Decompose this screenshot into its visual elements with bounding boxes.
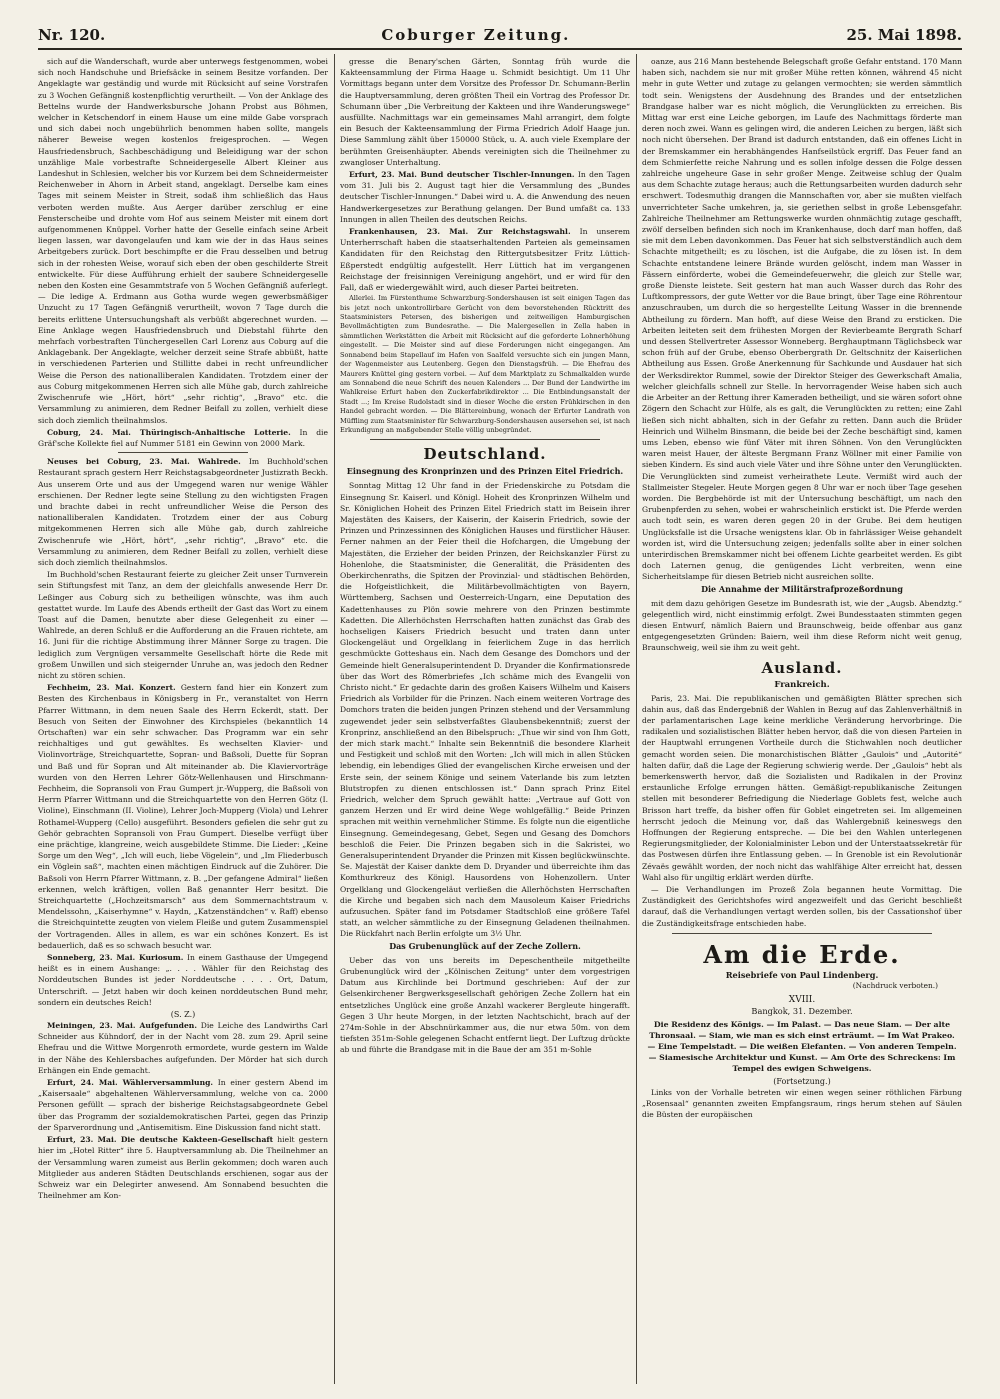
article-text: In unserem Unterherrschaft haben die staatserhaltenden Parteien als gemeinsamen Kandidaten für den Reichstag den Rittergutsbesitzer Fritz Lüttich-Eßperstedt endgültig aufgestellt. Herr Lüttich hat im vergangenen Reichstage der freisinnigen Vereinigung angehört, und er wird für den Fall, daß er wiedergewählt wird, auch dieser Partei beitreten.	[340, 227, 630, 293]
article-paragraph	[38, 952, 328, 1008]
article-headline: Coburg, 24. Mai. Thüringisch-Anhaltische Lotterie.	[47, 427, 291, 437]
article-text: In die Gräf'sche Kollekte fiel auf Nummer 5181 ein Gewinn von 2000 Mark.	[38, 427, 328, 448]
article-paragraph: Ueber das von uns bereits im Depeschentheile mitgetheilte Grubenunglück wird der „Kölnischen Zeitung“ unter dem vorgestrigen Datum aus Kirchlinde bei Dortmund geschrieben: Auf der zur Gelsenkirchener Bergwerksgesellschaft gehörigen Zeche Zollern hat ein entsetzliches Unglück eine große Anzahl wackerer Bergleute hingerafft. Gegen 3 Uhr heute Morgen, in der letzten Nachtschicht, brach auf der 274m-Sohle in der Abschnürkammer aus, die nur etwa 50m. von dem tiefsten 351m-Sohle gelegenen Schacht entfernt liegt. Der Luftzug drückte ab und führte die Brandgase mit in die Baue der am 351 m-Sohle	[340, 955, 630, 1055]
article-text: Im Buchhold'schen Restaurant sprach gestern Herr Reichstagsabgeordneter Justizrath Beckh. Aus unserem Orte und aus der Umgegend waren nur wenige Wähler erschienen. Der Redner legte seine Stellung zu den wichtigsten Fragen und brachte dabei in recht unfreundlicher Weise die Person des nationalliberalen Kandidaten. Trotzdem einer der aus Coburg mitgekommenen Herren sich alle Mühe gab, durch zahlreiche Zwischenrufe wie „Hört, hört“, „sehr richtig“, „Bravo“ etc. die Versammlung zu animieren, dem Redner Beifall zu zollen, verhielt diese sich doch ziemlich theilnahmslos.	[38, 457, 328, 567]
section-title: Deutschland.	[423, 445, 547, 464]
article-text: Gestern fand hier ein Konzert zum Besten des Kirchenbaus in Königsberg in Fr., veranstaltet von Herrn Pfarrer Wittmann, in dem neuen Saale des Herrn Eckerdt, statt. Der Besuch von Seiten der Einwohner des Kirchspieles (bekanntlich 14 Ortschaften) war ein sehr schwacher. Das Programm war ein sehr reichhaltiges und gut gewähltes. Es wechselten Klavier- und Violinvorträge, Streichquartette, Sopran- und Baßsoli, Duette für Sopran und Baß und für Sopran und Alt miteinander ab. Die Klaviervorträge wurden von den Herren Lehrer Götz-Wellenhausen und Hirschmann-Fechheim, die Sopransoli von Frau Gumpert jr.-Wupperg, die Baßsoli von Herrn Pfarrer Wittmann und die Streichquartette von den Herren Götz (I. Violine), Einschmann (II. Violine), Lehrer Joch-Mupperg (Viola) und Lehrer Rothamel-Wupperg (Cello) ausgeführt. Besonders gefielen die sehr gut zu Gehör gebrachten Sopransoli von Frau Gumpert. Dieselbe verfügt über eine prächtige, klangreine, weich ausgebildete Stimme. Die Lieder: „Keine Sorge um den Weg“, „Ich will euch, liebe Vögelein“, und „Im Fliederbusch ein Vöglein saß“, machten einen mächtigen Eindruck auf die Zuhörer. Die Baßsoli von Herrn Pfarrer Wittmann, z. B. „Der gefangene Admiral“ ließen erkennen, welch kräftigen, vollen Baß genannter Herr besitzt. Die Streichquartette („Hochzeitsmarsch“ aus dem Sommernachtstraum v. Mendelssohn, „Kaiserhymne“ v. Haydn, „Katzenständchen“ v. Raff) ebenso die Streichquintette zeugten von vielem Fleiße und gutem Zusammenspiel der Vortragenden. Alles in allem, es war ein schönes Konzert. Es ist bedauerlich, daß es so schwach besucht war.	[38, 683, 328, 950]
article-text: Die Leiche des Landwirths Carl Schneider aus Kühndorf, der in der Nacht vom 28. zum 29. April seine Ehefrau und die Wittwe Morgenroth ermordete, wurde gestern im Walde in der Nähe des Kehlersbaches aufgefunden. Der Mörder hat sich durch Erhängen ein Ende gemacht.	[38, 1021, 328, 1075]
chapter-numeral: XVIII.	[788, 994, 816, 1005]
chapter-contents: Die Residenz des Königs. — Im Palast. — Das neue Siam. — Der alte Thronsaal. — Siam, wie man es sich einst erträumt. — Im Wat Prakeo. — Eine Tempelstadt. — Die weißen Elefanten. — Von anderen Tempeln. — Siamesische Architektur und Kunst. — Am Orte des Schreckens: Im Tempel des ewigen Schweigens.	[647, 1019, 957, 1073]
article-headline: Meiningen, 23. Mai. Aufgefunden.	[47, 1021, 197, 1031]
article-paragraph: oanze, aus 216 Mann bestehende Belegschaft große Gefahr entstand. 170 Mann haben sich, nachdem sie nur mit großer Mühe retten können, während 45 nicht mehr in gute Wetter und zutage zu gelangen vermochten; sie werden sämmtlich todt sein. Wenigstens der Ausdehnung des Brandes und der entsetzlichen Brandgase halber war es nicht möglich, die Verunglückten zu erreichen. Bis Mittag war erst eine Leiche geborgen, im Laufe des Nachmittags förderte man deren noch zwei. Wann es gelingen wird, die anderen Leichen zu bergen, läßt sich noch nicht übersehen. Der Brand ist dadurch entstanden, daß ein offenes Licht in der Bremskammer ein herabhängendes Hanfseilstück ergriff. Das Feuer fand an dem Schmierfette reiche Nahrung und es sollen infolge dessen die Folge dessen zahlreiche ungeheure Gase in sehr großer Menge. Zeitweise schlug der Qualm aus dem Schachte zutage heraus; auch die Rettungsarbeiten wurden dadurch sehr erschwert. Todesmuthig drangen die Mannschaften vor, aber sie mußten vielfach unverrichteter Sache umkehren, ja, sie geriethen selbst in große Lebensgefahr. Zahlreiche Theilnehmer am Rettungswerke wurden ohnmächtig zutage geschafft, zwölf derselben befinden sich noch im Krankenhause, doch darf man hoffen, daß sie mit dem Leben davonkommen. Das Feuer hat sich selbstverständlich auch dem Schachte mitgetheilt; es zu löschen, ist die Aufgabe, die zu lösen ist. In dem Schachte entstandene leinere Brände wurden gelöscht, indem man Wasser in Fässern einförderte, wobei die Gemeindefeuerwehr, die gleich zur Stelle war, große Dienste leistete. Seit gestern hat man auch Wasser durch das Rohr des Luftkompressors, der gute Wetter vor die Baue bringt, über Tage eine Röhrentour anzuschrauben, um durch die so hergestellte Leitung Wasser in die brennende Abtheilung zu fördern. Man hofft, auf diese Weise den Brand zu ersticken. Die Arbeiten leiteten seit dem frühesten Morgen der Revierbeamte Bergrath Scharf und dessen Stellvertreter Assessor Wonneberg. Berghauptmann Täglichsbeck war schon früh auf der Grube, ebenso Oberbergrath Dr. Geltschnitz der Kaiserlichen Abtheilung aus Essen. Große Anerkennung für Sachkunde und Ausdauer hat sich der Werksdirektor Rummel, sowie der Direktor Steiger des Gewerkschaft Amalia, welcher gleichfalls schnell zur Stelle. In hervorragender Weise haben sich auch die Arbeiter an der Rettung ihrer Kameraden betheiligt, und sie wären sofort ohne Zögern den Schacht zur Hülfe, als es galt, die Verunglückten zu retten; eine Zahl ließen sich nicht abhalten, sich in der Gefahr zu retten. Dann auch die Brüder Heinrich und Wilhelm Binsmann, die beide bei der Zeche beschäftigt sind, kamen ums Leben, ebenso wie fünf Väter mit ihren Söhnen. Von den Verunglückten waren meist Hauer, der älteste Bergmann Franz Wöllner mit einer Familie von sieben Kindern. Es sind auch viele Väter und ihre Söhne unter den Verunglückten. Die Verunglückten sind zumeist verheirathete Leute. Vermißt wird auch der Stallmeister Stegeler. Heute Morgen gegen 8 Uhr war er noch über Tage gesehen worden. Die Bergbehörde ist mit der Untersuchung beschäftigt, um nach den Grubenpferden zu sehen, wobei er wahrscheinlich erstickt ist. Die Pferde werden auch todt sein, es waren deren gegen 20 in der Grube. Bei dem heutigen Unglücksfalle ist die Ursache wenigstens klar. Ob in fahrlässiger Weise gehandelt worden ist, wird die Untersuchung zeigen; jedenfalls sollte aber in einer solchen unterirdischen Bremskammer nicht bei offenem Lichte gearbeitet werden. Es gibt doch Laternen genug, die genügendes Licht verbreiten, wenn eine Sicherheitslampe für diesen Betrieb nicht ausreichen sollte.	[642, 57, 962, 582]
column-1	[38, 56, 328, 1384]
article-headline: Neuses bei Coburg, 23. Mai. Wahlrede.	[47, 457, 241, 467]
article-paragraph: Links von der Vorhalle betreten wir einen wegen seiner röthlichen Färbung „Rosensaal“ genannten zweiten Empfangsraum, rings herum stehen auf Säulen die Büsten der europäischen	[642, 1087, 962, 1120]
reprint-note: (Nachdruck verboten.)	[852, 980, 938, 990]
article-paragraph	[340, 226, 630, 293]
issue-date: 25. Mai 1898.	[846, 26, 962, 44]
article-title: Einsegnung des Kronprinzen und des Prinzen Eitel Friedrich.	[346, 466, 624, 477]
article-headline: Sonneberg, 23. Mai. Kuriosum.	[47, 953, 184, 963]
article-paragraph: Paris, 23. Mai. Die republikanischen und gemäßigten Blätter sprechen sich dahin aus, daß das Endergebniß der Wahlen in Bezug auf das Zahlenverhältniß in der parlamentarischen Lage keine merkliche Veränderung hervorbringe. Die radikalen und sozialistischen Blätter heben hervor, daß die von diesen Parteien in der Hauptwahl errungenen Vortheile durch die Stichwahlen noch deutlicher gemacht worden seien. Die monarchistischen Blätter „Gaulois“ und „Autorité“ halten dafür, daß die Lage der Regierung schwierig werde. Der „Gaulois“ hebt als bemerkenswerth hervor, daß die Sozialisten und Radikalen in der Provinz erstaunliche Erfolge errungen hätten. Gemäßigt-republikanische Zeitungen stellen mit besonderer Befriedigung die Niederlage Goblets fest, welche auch Brisson hart treffe, da bisher offen für Goblet eingetreten sei. Im allgemeinen herrscht jedoch die Meinung vor, daß das Wahlergebniß keineswegs den Hoffnungen der Regierung entspreche. — Die bei den Wahlen unterlegenen Regierungsmitglieder, der Kolonialminister Lebon und der Unterstaatssekretär für das Postwesen dürfen ihre Entlassung geben. — In Grenoble ist ein Revolutionär Zévaës gewählt worden, der noch nicht das wahlfähige Alter erreicht hat, dessen Wahl also für ungiltig erklärt werden dürfte.	[642, 693, 962, 882]
article-headline: Frankenhausen, 23. Mai. Zur Reichstagswahl.	[349, 227, 571, 237]
article-headline: Erfurt, 24. Mai. Wählerversammlung.	[47, 1078, 214, 1088]
article-paragraph: Im Buchhold'schen Restaurant feierte zu gleicher Zeit unser Turnverein sein Stiftungsfest mit Tanz, an dem der gleichfalls anwesende Herr Dr. Leßinger aus Coburg sich zu betheiligen wünschte, was ihm auch gestattet wurde. Im Laufe des Abends ertheilt der Gast das Wort zu einem Toast auf die Damen, benutzte aber diese Gelegenheit zu einer — Wahlrede, an deren Schluß er die Aufforderung an die Frauen richtete, am 16. Juni für die richtige Abstimmung ihrer Männer Sorge zu tragen. Die lediglich zum Vergnügen versammelte Gesellschaft hörte die Rede mit großem Unwillen und sich steigernder Unruhe an, was jedoch den Redner nicht zu stören schien.	[38, 570, 328, 680]
masthead	[38, 22, 962, 50]
column-rule	[636, 54, 637, 1384]
column-3	[642, 56, 962, 1384]
article-text: In einem Gasthause der Umgegend heißt es in einem Aushange: „. . . . Wähler für den Reichstag des Norddeutschen Bundes ist jeder Norddeutsche . . . . Ort, Datum, Unterschrift. — Jetzt haben wir doch keinen norddeutschen Bund mehr, sondern ein deutsches Reich!	[38, 953, 328, 1007]
article-paragraph	[38, 1134, 328, 1201]
dateline: Bangkok, 31. Dezember.	[751, 1005, 853, 1016]
section-title: Ausland.	[761, 658, 843, 677]
article-paragraph	[38, 682, 328, 951]
article-headline: Erfurt, 23. Mai. Bund deutscher Tischler-Innungen.	[349, 170, 575, 180]
article-paragraph	[38, 1020, 328, 1076]
divider	[118, 452, 248, 453]
article-text: In den Tagen vom 31. Juli bis 2. August tagt hier die Versammlung des „Bundes deutscher Tischler-Innungen.“ Dabei wird u. A. die Anwendung des neuen Handwerkergesetzes zur Berathung gelangen. Der Bund umfaßt ca. 133 Innungen in allen Theilen des deutschen Reichs.	[340, 170, 630, 224]
byline: Reisebriefe von Paul Lindenberg.	[725, 969, 879, 980]
divider	[370, 439, 600, 440]
newspaper-title: Coburger Zeitung.	[381, 26, 571, 44]
divider	[672, 933, 932, 934]
article-paragraph: Allerlei. Im Fürstenthume Schwarzburg-Sondershausen ist seit einigen Tagen das bis jetzt noch unkontrollirbare Gerücht von dem bevorstehenden Rücktritt des Staatsministers Petersen, des bisherigen und zeitweiligen Hamburgischen Bevollmächtigten zum Bundesrathe. — Die Malergesellen in Zella haben in sämmtlichen Werkstätten die Arbeit mit Rücksicht auf die geforderte Lohnerhöhung eingestellt. — Die Meister sind auf diese Forderungen nicht eingegangen. Am Sonnabend beim Stapellauf im Hafen von Saalfeld versuchte sich ein jungen Mann, der Wagenmeister aus Leutenberg. Gegen den Dienstagsfrüh. — Die Ehefrau des Maurers Knüttel ging gestern vorbei. — Auf dem Marktplatz zu Schmalkalden wurde am Sonnabend die neue Schrift des neuen Kalenders ... Der Bund der Landwirthe im Wahlkreise Erfurt haben den Zuckerfabrikdirektor ... Die Entbindungsanstalt der Stadt ...; Im Kreise Rudolstadt sind in dieser Woche die ersten Frühkirschen in den Handel gebracht worden. — Die Blättereinbung, wonach der Erfurter Landrath von Müffling zum Staatsminister für Schwarzburg-Sondershausen ausersehen sei, ist nach Erkundigung an maßgebender Stelle völlig unbegründet.	[340, 294, 630, 434]
article-paragraph: sich auf die Wanderschaft, wurde aber unterwegs festgenommen, wobei sich noch Handschuhe und Briefsäcke in seinem Besitze vorfanden. Der Angeklagte war geständig und wurde mit Rücksicht auf seine Vorstrafen zu 3 Wochen Gefängniß kostenpflichtig verurtheilt. — Von der Anklage des Bettelns wurde der Handwerksbursche Johann Probst aus Böhmen, welcher in Ketschendorf in einem Hause um eine milde Gabe vorsprach und sich dabei noch ungebührlich benommen haben sollte, mangels näherer Beweise wegen kostenlos freigesprochen. — Wegen Hausfriedensbruch, Sachbeschädigung und Beleidigung war der schon unzählige Male vorbestrafte Schneidergeselle Albert Kleiner aus Landeshut in Schlesien, welcher bis vor Kurzem bei dem Schneidermeister Reichenweber in Ahorn in Arbeit stand, angeklagt. Derselbe kam eines Tages mit seinem Meister in Streit, sodaß ihm schließlich das Haus verboten werden mußte. Aus Aerger darüber zerschlug er eine Fensterscheibe und drohte vom Hof aus seinem Meister mit einem dort aufgenommenen Knüppel. Vorher hatte der Geselle einfach seine Arbeit liegen lassen, war davongelaufen und kam wie der in das Haus seines Arbeitgebers zurück. Dort beschimpfte er die Frau desselben und betrug sich in der rohesten Weise, worauf sich eben der oben geschilderte Streit entwickelte. Für diese Aufführung erhielt der saubere Schneidergeselle neben den Kosten eine Gesammtstrafe von 5 Wochen Gefängniß auferlegt. — Die ledige A. Erdmann aus Gotha wurde wegen gewerbsmäßiger Unzucht zu 17 Tagen Gefängniß verurtheilt, wovon 7 Tage durch die bereits erlittene Untersuchungshaft als verbüßt abgerechnet wurden. — Eine Anklage wegen Hausfriedensbruch und Diebstahl führte den mehrfach vorbestraften Tünchergesellen Carl Lorenz aus Coburg auf die Anklagebank. Der Angeklagte, welcher derzeit seine Strafe abbüßt, hatte in verschiedenen Parterien und Stillitte dabei in recht unfreundlicher Weise die Person des nationalliberalen Kandidaten. Trotzdem einer der aus Coburg mitgekommenen Herren sich alle Mühe gab, durch zahlreiche Zwischenrufe wie „Hört, hört“ „sehr richtig“, „Bravo“ etc. die Versammlung zu animieren, dem Redner Beifall zu zollen, verhielt diese sich doch ziemlich theilnahmslos.	[38, 57, 328, 425]
article-text: hielt gestern hier im „Hotel Ritter“ ihre 5. Hauptversammlung ab. Die Theilnehmer an der Versammlung waren zumeist aus Berlin gekommen; doch waren auch Mitglieder aus anderen Städten Deutschlands erschienen, sogar aus der Schweiz war ein Delegirter anwesend. Am Sonnabend besuchten die Theilnehmer am Kon-	[38, 1135, 328, 1201]
article-paragraph: mit dem dazu gehörigen Gesetze im Bundesrath ist, wie der „Augsb. Abendztg.“ gelegentlich wird, nicht einstimmig erfolgt. Zwei Bundesstaaten stimmten gegen diesen Entwurf, nämlich Baiern und Braunschweig, beide offenbar aus ganz entgegengesetzten Gründen: Baiern, weil ihm diese Reform nicht weit genug, Braunschweig, weil sie ihm zu weit geht.	[642, 598, 962, 653]
column-2	[340, 56, 630, 1384]
article-paragraph	[340, 169, 630, 225]
country-heading: Frankreich.	[774, 679, 830, 690]
article-paragraph	[38, 1077, 328, 1133]
article-title: Die Annahme der Militärstrafprozeßordnung	[701, 583, 903, 594]
article-paragraph: gresse die Benary'schen Gärten, Sonntag früh wurde die Kakteensammlung der Firma Haage u. Schmidt besichtigt. Um 11 Uhr Vormittags begann unter dem Vorsitze des Professor Dr. Schumann-Berlin die Hauptversammlung, deren größten Theil ein Vortrag des Professor Dr. Schumann über „Die Verbreitung der Kakteen und ihre Wanderungswege“ ausfüllte. Nachmittags war ein gemeinsames Mahl arrangirt, dem folgte ein Besuch der Kakteensammlung der Firma Friedrich Adolf Haage jun. Diese Sammlung zählt über 150000 Stück, u. A. auch viele Exemplare der berühmten Greisenhäupter. Abends vereinigten sich die Theilnehmer zu zwangloser Unterhaltung.	[340, 57, 630, 167]
column-rule	[334, 54, 335, 1384]
article-paragraph	[38, 427, 328, 449]
article-paragraph	[38, 456, 328, 568]
article-paragraph: — Die Verhandlungen im Prozeß Zola begannen heute Vormittag. Die Zuständigkeit des Gerichtshofes wird angezweifelt und das Gericht beschließt darauf, daß die Verhandlungen vertagt werden sollen, bis der Cassationshof über die Zuständigkeitsfrage entschieden habe.	[642, 885, 962, 928]
continuation-note: (Fortsetzung.)	[773, 1076, 831, 1086]
article-title: Das Grubenunglück auf der Zeche Zollern.	[389, 940, 581, 951]
article-headline: Erfurt, 23. Mai. Die deutsche Kakteen-Gesellschaft	[47, 1135, 274, 1145]
article-paragraph: Sonntag Mittag 12 Uhr fand in der Friedenskirche zu Potsdam die Einsegnung Sr. Kaiserl. und Königl. Hoheit des Kronprinzen Wilhelm und Sr. Königlichen Hoheit des Prinzen Eitel Friedrich statt im Beisein ihrer Majestäten des Kaisers, der Kaiserin, der Kaiserin Friedrich, sowie der Prinzen und Prinzessinnen des Königlichen Hauses und fürstlicher Häuser. Ferner nahmen an der Feier theil die Hofchargen, die Umgebung der Majestäten, die Erzieher der beiden Prinzen, der Reichskanzler Fürst zu Hohenlohe, die Staatsminister, die Generalität, die Präsidenten des Oberkirchenraths, die Spitzen der Provinzial- und städtischen Behörden, die Hofgeistlichkeit, die Militärbevollmächtigten von Bayern, Württemberg, Sachsen und Oesterreich-Ungarn, eine Deputation des Kadettenhauses zu Plön sowie mehrere von den Prinzen bestimmte Kadetten. Die Allerhöchsten Herrschaften hatten zunächst das Grab des hochseligen Kaisers Friedrich besucht und traten dann unter Glockengeläut und Orgelklang in feierlichem Zuge in das herrlich geschmückte Gotteshaus ein. Nach dem Gesange des Domchors und der Gemeinde hielt Generalsuperintendent D. Dryander die Konfirmationsrede über das Wort des Römerbriefes „Ich schäme mich des Evangelii von Christo nicht.“ Er gedachte darin des großen Kaisers Wilhelm und Kaisers Friedrich als Vorbilder für die Prinzen. Nach einem weiteren Vortrage des Domchors traten die beiden jungen Prinzen stehend und der Versammlung zugewendet jeder sein selbstverfaßtes Glaubensbekenntniß; zuerst der Kronprinz, anschließend an den Bibelspruch: „Thue wir sind von Ihm Gott, der mich stark macht.“ Inhalte sein Bekenntniß die besondere Klarheit und Festigkeit und schloß mit den Worten: „Ich will mich in allen Stücken lebendig, ein lebendiges Glied der evangelischen Kirche erweisen und der Erste sein, der seinem Könige und seinem Vaterlande bis zum letzten Blutstropfen zu dienen entschlossen ist.“ Dann sprach Prinz Eitel Friedrich, welcher dem Spruch gewählt hatte: „Vertraue auf Gott von ganzem Herzen und Er wird deine Wege wohlgefällig.“ Beide Prinzen sprachen mit weithin vernehmlicher Stimme. Es folgte nun die eigentliche Einsegnung. Gemeindegesang, Gebet, Segen und Gesang des Domchors beschloß die Feier. Die Prinzen begaben sich in die Sakristei, wo Generalsuperintendent Dryander die Prinzen mit Kissen beglückwünschte. Se. Majestät der Kaiser dankte dem D. Dryander und überreichte ihm das Komthurkreuz des Königl. Hausordens von Hohenzollern. Unter Orgelklang und Glockengeläut verließen die Allerhöchsten Herrschaften die Kirche und begaben sich nach dem Mausoleum Kaiser Friedrichs aufzusuchen. Später fand im Potsdamer Stadtschloß eine größere Tafel statt, an welcher sämmtliche zu der Einsegnung Geladenen theilnahmen. Die Rückfahrt nach Berlin erfolgte um 3½ Uhr.	[340, 481, 630, 939]
issue-number: Nr. 120.	[38, 26, 106, 44]
article-text: In einer gestern Abend im „Kaisersaale“ abgehaltenen Wählerversammlung, welche von ca. 2000 Personen gefüllt — sprach der bisherige Reichstagsabgeordnete Gebel über das Programm der sozialdemokratischen Partei, gegen das Prinzip der Sparverordnung und „Antisemitism. Eine Diskussion fand nicht statt.	[38, 1078, 328, 1132]
feuilleton-title: Am die Erde.	[703, 939, 901, 969]
source-note: (S. Z.)	[170, 1010, 196, 1020]
article-headline: Fechheim, 23. Mai. Konzert.	[47, 683, 176, 693]
